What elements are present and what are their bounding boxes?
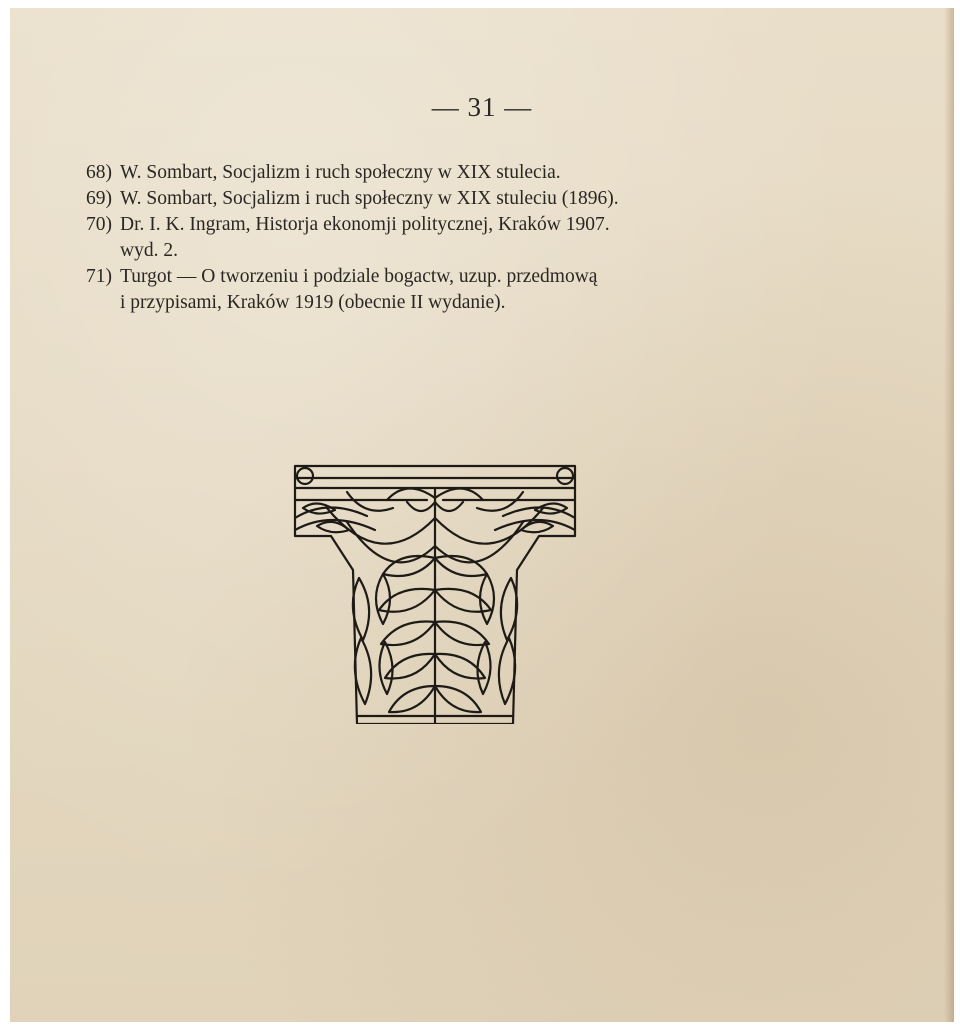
reference-number: 71) [86, 266, 112, 287]
reference-item [70, 186, 830, 212]
page-edge-shadow [944, 8, 954, 1022]
book-page [10, 8, 954, 1022]
laurel-capital-ornament-icon [287, 458, 583, 724]
reference-number: 68) [86, 162, 112, 183]
reference-number: 69) [86, 188, 112, 209]
reference-text: Turgot — O tworzeniu i podziale bogactw, uzup. przedmową [120, 266, 598, 287]
reference-item [70, 264, 830, 290]
reference-number: 70) [86, 214, 112, 235]
reference-text: Dr. I. K. Ingram, Historja ekonomji politycznej, Kraków 1907. [120, 214, 610, 235]
reference-continuation: i przypisami, Kraków 1919 (obecnie II wydanie). [120, 292, 506, 313]
reference-text: W. Sombart, Socjalizm i ruch społeczny w XIX stuleciu (1896). [120, 188, 619, 209]
page-number: — 31 — [431, 92, 533, 122]
reference-item [70, 212, 830, 238]
reference-continuation: wyd. 2. [120, 240, 178, 261]
reference-list [70, 160, 830, 316]
reference-text: W. Sombart, Socjalizm i ruch społeczny w XIX stulecia. [120, 162, 561, 183]
reference-item [70, 160, 830, 186]
